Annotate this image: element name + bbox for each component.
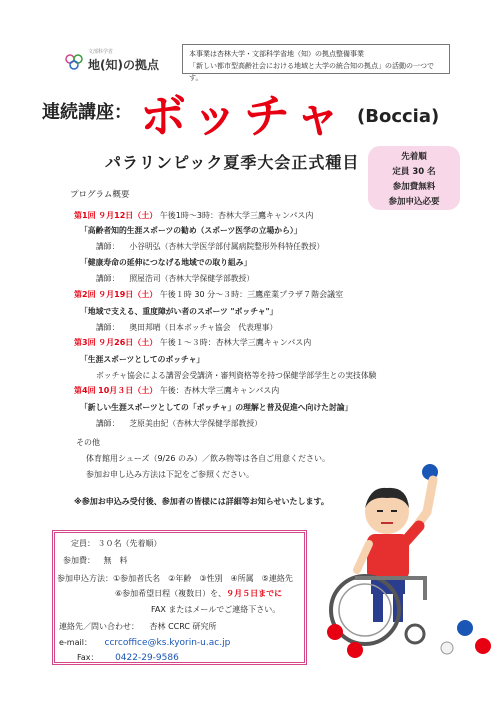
session-label: 第1回	[74, 211, 96, 220]
session-label: 第4回	[74, 386, 96, 395]
session-1	[74, 210, 313, 221]
lecturer-role: 講師：	[96, 323, 120, 332]
lecturer-name: 奥田邦晴（日本ボッチャ協会 代表理事）	[129, 323, 278, 332]
capacity-row	[71, 538, 162, 549]
logo-mark-icon	[64, 52, 84, 72]
page-subtitle: パラリンピック夏季大会正式種目	[105, 153, 360, 172]
session-lecturer	[96, 418, 262, 429]
method-row	[57, 573, 293, 584]
session-detail: 午後1時〜3時：杏林大学三鷹キャンパス内	[159, 211, 314, 220]
session-2	[74, 289, 343, 300]
fax-value: 0422-29-9586	[115, 653, 179, 663]
badge-line: 定員 30 名	[392, 167, 436, 177]
method-line-3: FAX またはメールでご連絡下さい。	[151, 605, 281, 614]
session-label: 第3回	[74, 338, 96, 347]
logo-small-text: 文部科学省	[88, 49, 114, 55]
email-link[interactable]: ccrcoffice@ks.kyorin-u.ac.jp	[104, 638, 231, 648]
fax-label: Fax：	[77, 653, 99, 662]
session-detail: 午後１時 30 分〜３時：三鷹産業プラザ７階会議室	[159, 290, 344, 299]
lecturer-role: 講師：	[96, 419, 120, 428]
deadline-text: ９月５日までに	[226, 589, 283, 598]
email-label: e-mail：	[59, 638, 92, 647]
session-date: ９月12日（土）	[98, 211, 158, 220]
notice-line-2: 「新しい都市型高齢社会における地域と大学の統合知の拠点」の活動の一つです。	[189, 62, 434, 82]
project-notice	[182, 44, 450, 82]
title-english: (Boccia)	[357, 106, 440, 127]
method-row-2	[115, 588, 282, 599]
lecturer-role: 講師：	[96, 242, 120, 251]
logo-name: 地(知)の拠点	[88, 58, 159, 72]
lecturer-note: ボッチャ協会による講習会受講済・審判資格等を持つ保健学部学生との実技体験	[96, 371, 377, 380]
session-4	[74, 385, 279, 396]
badge-line: 参加費無料	[392, 182, 436, 192]
session-lecturer	[96, 322, 277, 333]
method-line-2a: ⑥参加希望日程（複数日）を、	[115, 589, 227, 598]
session-lecturer	[96, 273, 254, 284]
badge-line: 参加申込必要	[388, 197, 440, 207]
logo	[64, 48, 174, 74]
session-3	[74, 337, 311, 348]
boccia-player-illustration	[315, 460, 495, 660]
email-row	[59, 637, 230, 648]
fee-label: 参加費：	[63, 556, 95, 565]
method-label: 参加申込方法：	[57, 574, 113, 583]
program-heading: プログラム概要	[70, 190, 130, 200]
capacity-label: 定員：	[71, 539, 95, 548]
fee-value: 無 料	[103, 556, 128, 565]
lecturer-name: 照屋浩司（杏林大学保健学部教授）	[129, 274, 255, 283]
session-lecturer	[96, 241, 324, 252]
session-topic: 「健康寿命の延伸につなげる地域での取り組み」	[80, 258, 252, 267]
fee-row	[63, 555, 128, 566]
session-date: 10月３日（土）	[98, 386, 158, 395]
application-info-box	[52, 530, 307, 665]
session-topic: 「生涯スポーツとしてのボッチャ」	[80, 355, 205, 364]
session-lecturer	[96, 370, 376, 381]
session-date: ９月26日（土）	[98, 338, 158, 347]
session-label: 第2回	[74, 290, 96, 299]
lecturer-role: 講師：	[96, 274, 120, 283]
notice-line-1: 本事業は杏林大学・文部科学省地（知）の拠点整備事業	[189, 50, 364, 58]
lecturer-name: 芝原美由紀（杏林大学保健学部教授）	[129, 419, 262, 428]
page-title: ボッチャ	[140, 89, 347, 143]
title-prefix: 連続講座：	[42, 102, 132, 123]
capacity-value: ３０名（先着順）	[97, 539, 162, 548]
lecturer-name: 小谷明弘（杏林大学医学部付属病院整形外科特任教授）	[129, 242, 325, 251]
badge-line: 先着順	[401, 152, 427, 162]
contact-value: 杏林 CCRC 研究所	[149, 622, 217, 631]
session-detail: 午後１〜３時：杏林大学三鷹キャンパス内	[159, 338, 312, 347]
session-topic: 「地域で支える、重度障がい者のスポーツ "ボッチャ"」	[80, 307, 278, 316]
other-heading: その他	[76, 438, 100, 447]
session-detail: 午後：杏林大学三鷹キャンパス内	[159, 386, 280, 395]
method-line-1: ①参加者氏名 ②年齢 ③性別 ④所属 ⑤連絡先	[113, 574, 293, 583]
info-badge	[368, 146, 460, 210]
other-line: 体育館用シューズ（9/26 のみ）／飲み物等は各自ご用意ください。	[86, 454, 330, 463]
contact-label: 連絡先／問い合わせ：	[59, 622, 139, 631]
session-date: ９月19日（土）	[98, 290, 158, 299]
other-line: 参加お申し込み方法は下記をご参照ください。	[86, 470, 254, 479]
registration-notice: ※参加お申込み受付後、参加者の皆様には詳細等お知らせいたします。	[74, 497, 329, 506]
fax-row	[77, 652, 179, 663]
session-topic: 「高齢者知的生涯スポーツの勧め（スポーツ医学の立場から）」	[80, 226, 302, 235]
session-topic: 「新しい生涯スポーツとしての「ボッチャ」の理解と普及促進へ向けた討論」	[80, 403, 353, 412]
contact-row	[59, 621, 217, 632]
